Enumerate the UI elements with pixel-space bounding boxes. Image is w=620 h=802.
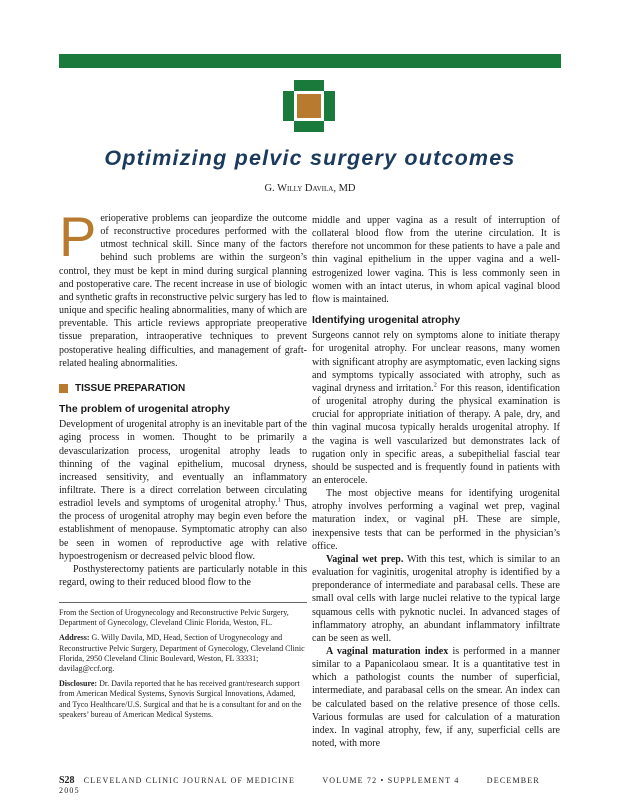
section-square-icon [59, 384, 68, 393]
disclosure-note: Disclosure: Dr. Davila reported that he has received grant/research support from American Medical Systems, Synovis Surgical Innovations, Adamed, and Tyco Healthcare/U.S. Surgical and that he is a consultant for and on the speakers’ bureau of American Medical Systems. [59, 679, 302, 719]
header-bar [59, 54, 561, 68]
drop-cap: P [59, 205, 97, 268]
body-paragraph: A vaginal maturation index is performed in a manner similar to a Papanicolaou smear. It is a quantitative test in which a pathologist counts the number of superficial, intermediate, and parabasal cells on the smear. An index can be calculated based on the relative presence of those cells. Various formulas are used for calculation of a maturation index. In vaginal atrophy, few, if any, superficial cells are noted, with more [312, 646, 560, 750]
volume-info: VOLUME 72 • SUPPLEMENT 4 [322, 776, 460, 785]
reference-marker[interactable]: 2 [433, 381, 437, 389]
body-paragraph: Surgeons cannot rely on symptoms alone to initiate therapy for urogenital atrophy. For unclear reasons, many women with significant atrophy are asymptomatic, even lacking signs and symptoms typically associated with atrophy, such as vaginal dryness and irritation.$^2$ For this reason, identification of urogenital atrophy during the physical examination is crucial for appropriate initiation of therapy. A pale, dry, and thin vaginal mucosa typically heralds urogenital atrophy. If the vagina is well vascularized but demonstrates lack of rugation only in specific areas, a subepithelial fascial tear should be suspected and is frequently found in patients with an enterocele. [312, 330, 560, 486]
affiliation-note: From the Section of Urogynecology and Reconstructive Pelvic Surgery, Department of Gynecology, Cleveland Clinic Florida, Weston, FL. [59, 608, 289, 628]
journal-name: CLEVELAND CLINIC JOURNAL OF MEDICINE [83, 776, 296, 785]
article-title: Optimizing pelvic surgery outcomes [104, 146, 516, 170]
body-paragraph: Development of urogenital atrophy is an inevitable part of the aging process in women. Thought to be primarily a devascularization process, urogenital atrophy leads to thinning of the vaginal epithelium, mucosal dryness, increased sensitivity, and eventually an inflammatory infiltrate. There is a direct correlation between circulating estradiol levels and symptoms of urogenital atrophy.$^1$ Thus, the process of urogenital atrophy may begin even before the establishment of menopause. Symptomatic atrophy can also be seen in women of reproductive age with relative hypoestrogenism or decreased pelvic blood flow. [59, 419, 307, 562]
body-paragraph: Vaginal wet prep. With this test, which is similar to an evaluation for vaginitis, urogenital atrophy is identified by a preponderance of intermediate and parabasal cells. These are small oval cells with large nuclei relative to the typical large squamous cells with pyknotic nuclei. In advanced stages of inflammatory atrophy, an abundant inflammatory infiltrate can be seen as well. [312, 553, 561, 644]
body-paragraph: The most objective means for identifying urogenital atrophy involves performing a vaginal wet prep, vaginal maturation index, or vaginal pH. These are simple, inexpensive tests that can be performed in the physician’s office. [312, 488, 560, 552]
subheading-problem: The problem of urogenital atrophy [59, 403, 230, 416]
page-number: S28 [59, 775, 75, 786]
subheading-identifying: Identifying urogenital atrophy [312, 314, 461, 327]
issue-date: DECEMBER 2005 [59, 776, 540, 795]
author-byline: G. Willy Davila, MD [264, 183, 356, 194]
left-column [59, 205, 307, 589]
body-paragraph: Posthysterectomy patients are particularly notable in this regard, owing to their reduced blood flow to the [59, 563, 307, 589]
address-note: Address: G. Willy Davila, MD, Head, Section of Urogynecology and Reconstructive Pelvic Surgery, Department of Gynecology, Cleveland Clinic Florida, 2950 Cleveland Clinic Boulevard, Weston, FL 33331; davilag@ccf.org. [59, 633, 305, 674]
body-paragraph: middle and upper vagina as a result of interruption of collateral blood flow from the uterine circulation. It is therefore not uncommon for these patients to have a pale and thin vaginal epithelium in the upper vagina and a well-estrogenized lower vagina. This is less commonly seen in women with an intact uterus, in whom apical vaginal blood flow is maintained. [312, 215, 560, 305]
reference-marker[interactable]: 1 [277, 496, 281, 504]
journal-logo-icon [283, 80, 335, 132]
right-column [312, 214, 560, 750]
intro-paragraph: Perioperative problems can jeopardize the outcome of reconstructive procedures performed with the utmost technical skill. Since many of the factors behind such problems are within the surgeon’s control, they must be kept in mind during surgical planning and postoperative care. The recent increase in use of biologic and synthetic grafts in reconstructive pelvic surgery has led to unique and specific healing abnormalities, many of which are preventable. This article reviews appropriate preoperative tissue preparation, intraoperative techniques to prevent postoperative healing difficulties, and management of graft-related healing abnormalities. [59, 205, 307, 369]
section-heading: TISSUE PREPARATION [59, 382, 307, 395]
footnotes [59, 602, 307, 725]
page-footer [59, 775, 561, 795]
